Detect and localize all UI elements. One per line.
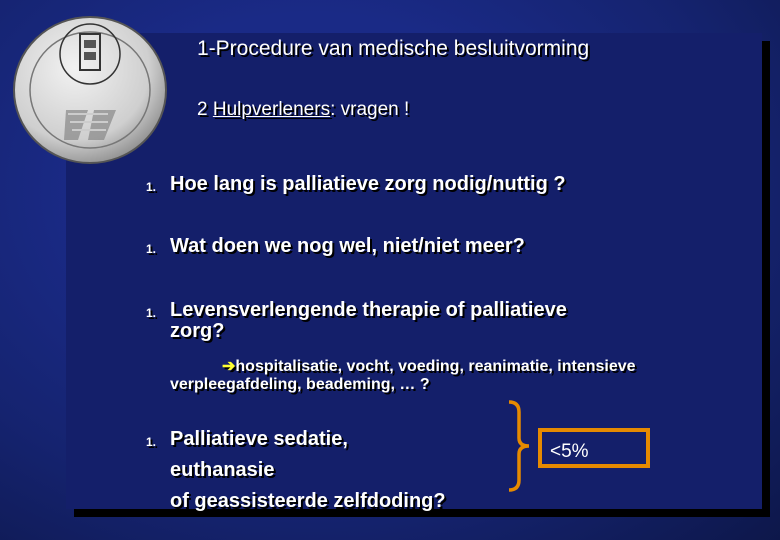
slide-subtitle: [197, 99, 409, 121]
subtitle-suffix: : vragen !: [330, 99, 410, 120]
arrow-right-icon: ➔: [222, 358, 236, 375]
sub-line-1: [222, 356, 636, 376]
list-item-1: Hoe lang is palliatieve zorg nodig/nuttig ?: [170, 173, 566, 195]
list-marker-4: 1.: [146, 435, 157, 449]
curly-brace-icon: [505, 400, 535, 492]
percentage-value: <5%: [550, 441, 589, 462]
list-item-3: Levensverlengende therapie of palliatieve: [170, 299, 567, 321]
list-item-4-line-3: of geassisteerde zelfdoding?: [170, 490, 446, 512]
university-seal-icon: [8, 10, 168, 165]
list-item-2: Wat doen we nog wel, niet/niet meer?: [170, 235, 525, 257]
subtitle-prefix: 2: [197, 99, 213, 120]
percentage-box: [538, 428, 650, 468]
list-marker-3: 1.: [146, 306, 157, 320]
list-item-4-line-1: Palliatieve sedatie,: [170, 428, 348, 450]
sub-line-1-text: hospitalisatie, vocht, voeding, reanimatie, intensieve: [235, 358, 636, 375]
slide-title: 1-Procedure van medische besluitvorming: [197, 37, 590, 60]
list-marker-2: 1.: [146, 242, 157, 256]
list-item-4-line-2: euthanasie: [170, 459, 275, 481]
sub-line-2: verpleegafdeling, beademing, … ?: [170, 376, 430, 393]
list-marker-1: 1.: [146, 180, 157, 194]
list-item-3-cont: zorg?: [170, 320, 225, 342]
subtitle-underlined: Hulpverleners: [212, 99, 331, 120]
